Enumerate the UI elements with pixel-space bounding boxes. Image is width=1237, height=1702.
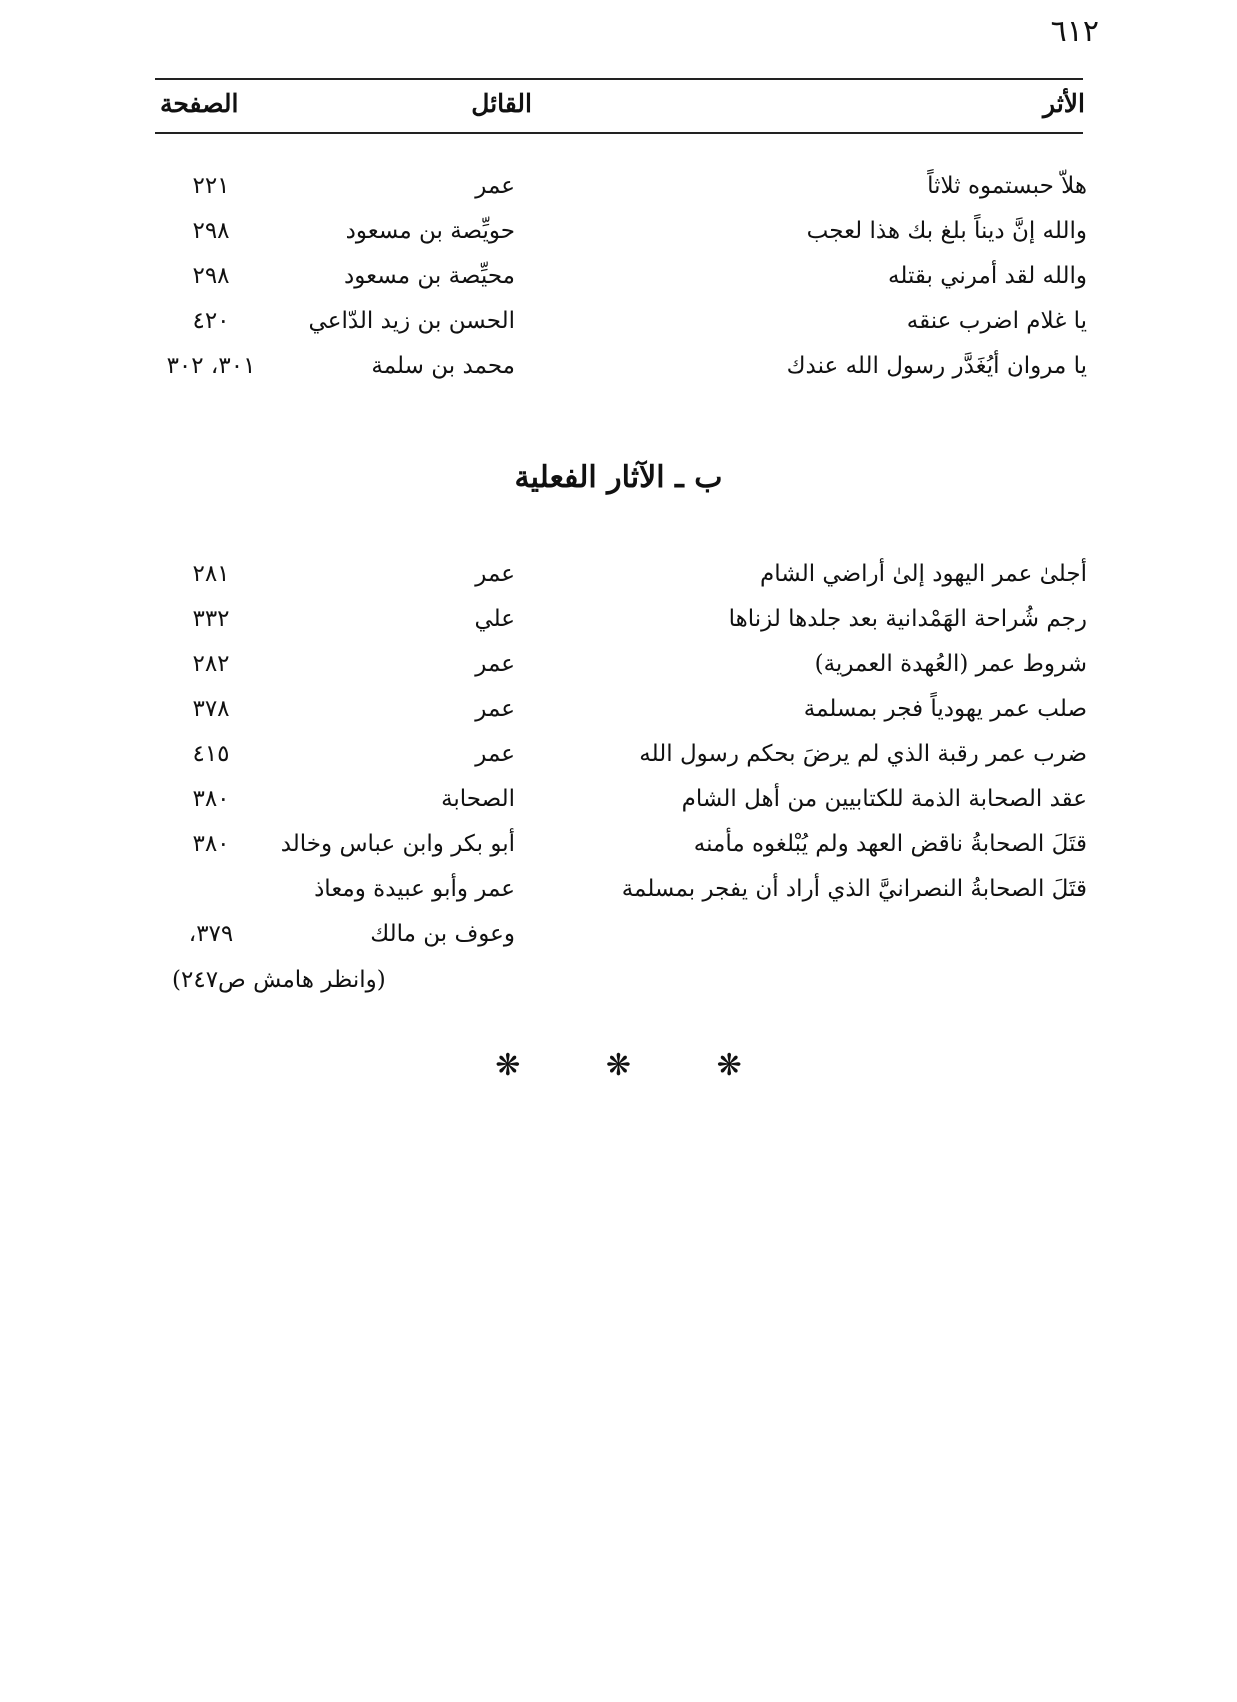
table-header-rule — [155, 132, 1083, 134]
page-ref: ٢٨٢ — [192, 651, 230, 677]
qail-text: علي — [474, 606, 515, 632]
qail-text: عمر — [475, 561, 515, 587]
table-row — [155, 912, 1087, 957]
header-qail: القائل — [471, 89, 532, 118]
page-ref: ٣٨٠ — [192, 831, 230, 857]
table-row — [155, 777, 1087, 822]
page-ref: ٢٩٨ — [192, 263, 230, 289]
page-ref: ٤١٥ — [192, 741, 230, 767]
table-row — [155, 164, 1087, 209]
table-row — [155, 597, 1087, 642]
page-ref: ٣٨٠ — [192, 786, 230, 812]
athar-text: والله لقد أمرني بقتله — [888, 263, 1087, 289]
page-ref: ٣٧٩، — [188, 921, 234, 947]
athar-text: قتَلَ الصحابةُ النصرانيَّ الذي أراد أن يفجر بمسلمة — [621, 876, 1087, 902]
athar-text: هلاّ حبستموه ثلاثاً — [927, 173, 1087, 199]
header-athar: الأثر — [1043, 89, 1085, 118]
athar-text: أجلىٰ عمر اليهود إلىٰ أراضي الشام — [759, 561, 1087, 587]
qail-text: عمر وأبو عبيدة ومعاذ — [314, 876, 515, 902]
athar-text: صلب عمر يهودياً فجر بمسلمة — [803, 696, 1087, 722]
page-number: ٦١٢ — [1050, 14, 1099, 49]
table-row — [155, 254, 1087, 299]
qail-text: الحسن بن زيد الدّاعي — [308, 308, 515, 334]
asterism-icon: ❋ — [495, 1048, 521, 1083]
table-row — [155, 552, 1087, 597]
qail-text: عمر — [475, 696, 515, 722]
qail-text: محمد بن سلمة — [371, 353, 515, 379]
qail-text: الصحابة — [441, 786, 515, 812]
qail-text: حويِّصة بن مسعود — [345, 218, 515, 244]
table-row — [155, 209, 1087, 254]
table-row — [155, 299, 1087, 344]
athar-text: ضرب عمر رقبة الذي لم يرضَ بحكم رسول الله — [639, 741, 1087, 767]
footnote-reference: (وانظر هامش ص٢٤٧) — [172, 967, 386, 993]
qail-text: محيِّصة بن مسعود — [344, 263, 515, 289]
athar-text: يا غلام اضرب عنقه — [906, 308, 1087, 334]
page-ref: ٣٠١، ٣٠٢ — [166, 353, 256, 379]
page-ref: ٢٨١ — [192, 561, 230, 587]
table-row — [155, 687, 1087, 732]
athar-text: شروط عمر (العُهدة العمرية) — [814, 651, 1087, 677]
page-ref: ٢٢١ — [192, 173, 230, 199]
table-row — [155, 642, 1087, 687]
table-row — [155, 732, 1087, 777]
table-top-rule — [155, 78, 1083, 80]
section-a-list — [155, 164, 1087, 389]
table-row — [155, 867, 1087, 912]
table-row — [155, 344, 1087, 389]
qail-text: عمر — [475, 651, 515, 677]
header-page: الصفحة — [160, 89, 239, 118]
asterism-icon: ❋ — [716, 1048, 742, 1083]
page-ref: ٤٢٠ — [192, 308, 230, 334]
section-end-ornament — [0, 1048, 1237, 1083]
athar-text: يا مروان أيُغَدَّر رسول الله عندك — [786, 353, 1087, 379]
athar-text: عقد الصحابة الذمة للكتابيين من أهل الشام — [681, 786, 1087, 812]
page-ref: ٢٩٨ — [192, 218, 230, 244]
page-ref: ٣٣٢ — [192, 606, 230, 632]
athar-text: قتَلَ الصحابةُ ناقض العهد ولم يُبْلغوه مأمنه — [693, 831, 1087, 857]
table-row — [155, 822, 1087, 867]
qail-text: وعوف بن مالك — [370, 921, 515, 947]
qail-text: أبو بكر وابن عباس وخالد — [280, 831, 515, 857]
qail-text: عمر — [475, 173, 515, 199]
asterism-icon: ❋ — [605, 1048, 632, 1083]
section-b-title: ب ـ الآثار الفعلية — [514, 460, 723, 495]
athar-text: والله إنَّ ديناً بلغ بك هذا لعجب — [806, 218, 1087, 244]
athar-text: رجم شُراحة الهَمْدانية بعد جلدها لزناها — [728, 606, 1087, 632]
qail-text: عمر — [475, 741, 515, 767]
section-b-list — [155, 552, 1087, 957]
page-ref: ٣٧٨ — [192, 696, 230, 722]
